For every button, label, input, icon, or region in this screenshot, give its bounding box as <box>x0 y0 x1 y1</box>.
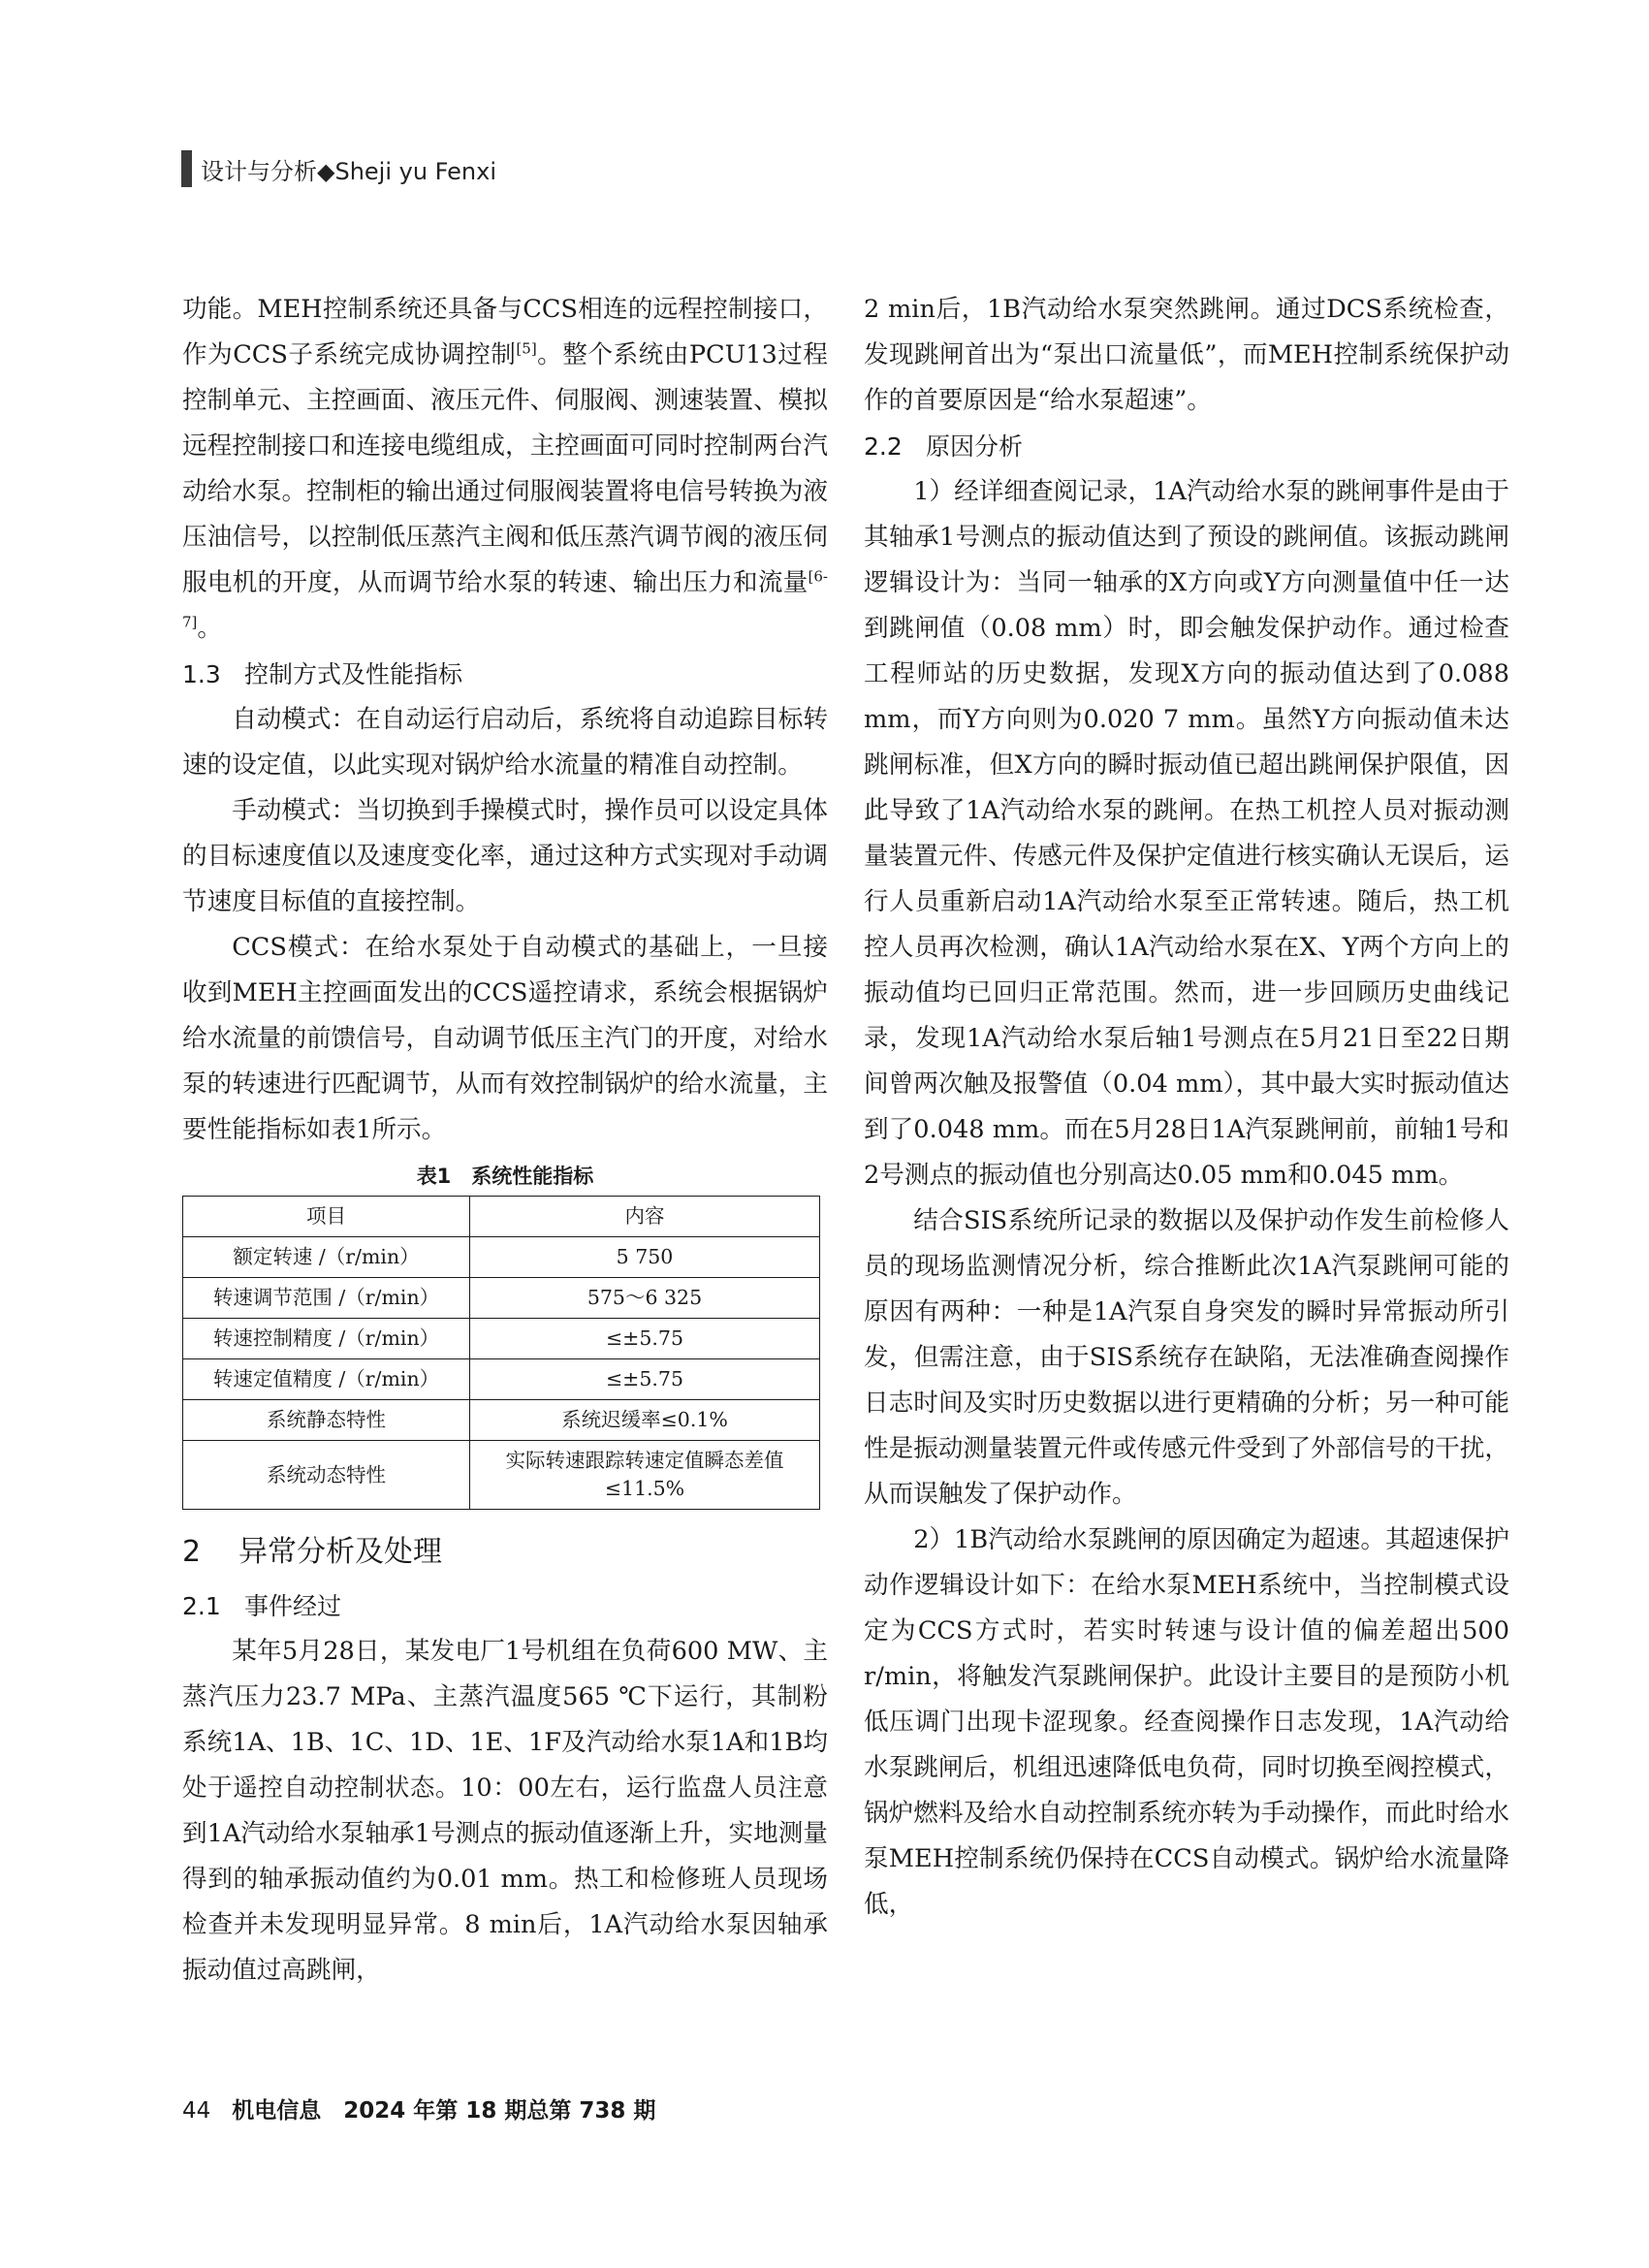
page-number: 44 <box>182 2098 211 2124</box>
table-row <box>183 1441 820 1510</box>
citation: [5] <box>516 339 537 358</box>
table-header-cell: 项目 <box>183 1197 470 1237</box>
paragraph: 某年5月28日，某发电厂1号机组在负荷600 MW、主蒸汽压力23.7 MPa、主蒸汽温度565 ℃下运行，其制粉系统1A、1B、1C、1D、1E、1F及汽动给水泵1A和1B均处于遥控自动控制状态。10：00左右，运行监盘人员注意到1A汽动给水泵轴承1号测点的振动值逐渐上升，实地测量得到的轴承振动值约为0.01 mm。热工和检修班人员现场检查并未发现明显异常。8 min后，1A汽动给水泵因轴承振动值过高跳闸， <box>182 1637 828 1985</box>
section-heading-1-3: 1.3 控制方式及性能指标 <box>182 660 463 688</box>
right-column <box>864 287 1509 1928</box>
citation: [6-7] <box>182 567 828 631</box>
paragraph: CCS模式：在给水泵处于自动模式的基础上，一旦接收到MEH主控画面发出的CCS遥控请求，系统会根据锅炉给水流量的前馈信号，自动调节低压主汽门的开度，对给水泵的转速进行匹配调节，从而有效控制锅炉的给水流量，主要性能指标如表1所示。 <box>182 933 828 1144</box>
table-cell: 实际转速跟踪转速定值瞬态差值≤11.5% <box>470 1441 820 1510</box>
table-cell: 转速定值精度 /（r/min） <box>183 1359 470 1400</box>
table-cell: 额定转速 /（r/min） <box>183 1237 470 1278</box>
section-heading-2: 2 异常分析及处理 <box>182 1535 442 1569</box>
table-header-cell: 内容 <box>470 1197 820 1237</box>
section-heading-2-1: 2.1 事件经过 <box>182 1592 342 1620</box>
table-cell: 5 750 <box>470 1237 820 1278</box>
page-footer <box>182 2092 655 2124</box>
table-cell: 系统动态特性 <box>183 1441 470 1510</box>
table-cell: ≤±5.75 <box>470 1359 820 1400</box>
performance-table <box>182 1196 820 1510</box>
left-column <box>182 287 828 1994</box>
table-row <box>183 1400 820 1441</box>
table-cell: 转速控制精度 /（r/min） <box>183 1319 470 1359</box>
paragraph: 2）1B汽动给水泵跳闸的原因确定为超速。其超速保护动作逻辑设计如下：在给水泵MEH系统中，当控制模式设定为CCS方式时，若实时转速与设计值的偏差超出500 r/min，将触发汽泵跳闸保护。此设计主要目的是预防小机低压调门出现卡涩现象。经查阅操作日志发现，1A汽动给水泵跳闸后，机组迅速降低电负荷，同时切换至阀控模式，锅炉燃料及给水自动控制系统亦转为手动操作，而此时给水泵MEH控制系统仍保持在CCS自动模式。锅炉给水流量降低， <box>864 1525 1509 1919</box>
table-row <box>183 1278 820 1319</box>
section-heading-2-2: 2.2 原因分析 <box>864 432 1024 461</box>
table-row <box>183 1359 820 1400</box>
paragraph: 结合SIS系统所记录的数据以及保护动作发生前检修人员的现场监测情况分析，综合推断此次1A汽泵跳闸可能的原因有两种：一种是1A汽泵自身突发的瞬时异常振动所引发，但需注意，由于SIS系统存在缺陷，无法准确查阅操作日志时间及实时历史数据以进行更精确的分析；另一种可能性是振动测量装置元件或传感元件受到了外部信号的干扰，从而误触发了保护动作。 <box>864 1206 1509 1509</box>
table-cell: 系统静态特性 <box>183 1400 470 1441</box>
paragraph: 1）经详细查阅记录，1A汽动给水泵的跳闸事件是由于其轴承1号测点的振动值达到了预设的跳闸值。该振动跳闸逻辑设计为：当同一轴承的X方向或Y方向测量值中任一达到跳闸值（0.08 mm）时，即会触发保护动作。通过检查工程师站的历史数据，发现X方向的振动值达到了0.088 mm，而Y方向则为0.020 7 mm。虽然Y方向振动值未达跳闸标准，但X方向的瞬时振动值已超出跳闸保护限值，因此导致了1A汽动给水泵的跳闸。在热工机控人员对振动测量装置元件、传感元件及保护定值进行核实确认无误后，运行人员重新启动1A汽动给水泵至正常转速。随后，热工机控人员再次检测，确认1A汽动给水泵在X、Y两个方向上的振动值均已回归正常范围。然而，进一步回顾历史曲线记录，发现1A汽动给水泵后轴1号测点在5月21日至22日期间曾两次触及报警值（0.04 mm），其中最大实时振动值达到了0.048 mm。而在5月28日1A汽泵跳闸前，前轴1号和2号测点的振动值也分别高达0.05 mm和0.045 mm。 <box>864 477 1509 1190</box>
paragraph: 自动模式：在自动运行启动后，系统将自动追踪目标转速的设定值，以此实现对锅炉给水流量的精准自动控制。 <box>182 705 828 780</box>
paragraph: 2 min后，1B汽动给水泵突然跳闸。通过DCS系统检查，发现跳闸首出为“泵出口流量低”，而MEH控制系统保护动作的首要原因是“给水泵超速”。 <box>864 295 1509 415</box>
table-cell: 转速调节范围 /（r/min） <box>183 1278 470 1319</box>
table-caption: 表1 系统性能指标 <box>416 1165 594 1188</box>
running-header <box>181 151 496 186</box>
table-row <box>183 1319 820 1359</box>
header-bar <box>181 150 192 187</box>
table-cell: ≤±5.75 <box>470 1319 820 1359</box>
header-text: 设计与分析◆Sheji yu Fenxi <box>201 157 497 185</box>
table-header-row <box>183 1197 820 1237</box>
table-cell: 系统迟缓率≤0.1% <box>470 1400 820 1441</box>
table-cell: 575～6 325 <box>470 1278 820 1319</box>
paragraph: 功能。MEH控制系统还具备与CCS相连的远程控制接口，作为CCS子系统完成协调控制[5]。整个系统由PCU13过程控制单元、主控画面、液压元件、伺服阀、测速装置、模拟远程控制接口和连接电缆组成，主控画面可同时控制两台汽动给水泵。控制柜的输出通过伺服阀装置将电信号转换为液压油信号，以控制低压蒸汽主阀和低压蒸汽调节阀的液压伺服电机的开度，从而调节给水泵的转速、输出压力和流量[6-7]。 <box>182 295 828 643</box>
journal-info: 机电信息 2024 年第 18 期总第 738 期 <box>232 2098 656 2124</box>
paragraph: 手动模式：当切换到手操模式时，操作员可以设定具体的目标速度值以及速度变化率，通过这种方式实现对手动调节速度目标值的直接控制。 <box>182 796 828 916</box>
table-row <box>183 1237 820 1278</box>
